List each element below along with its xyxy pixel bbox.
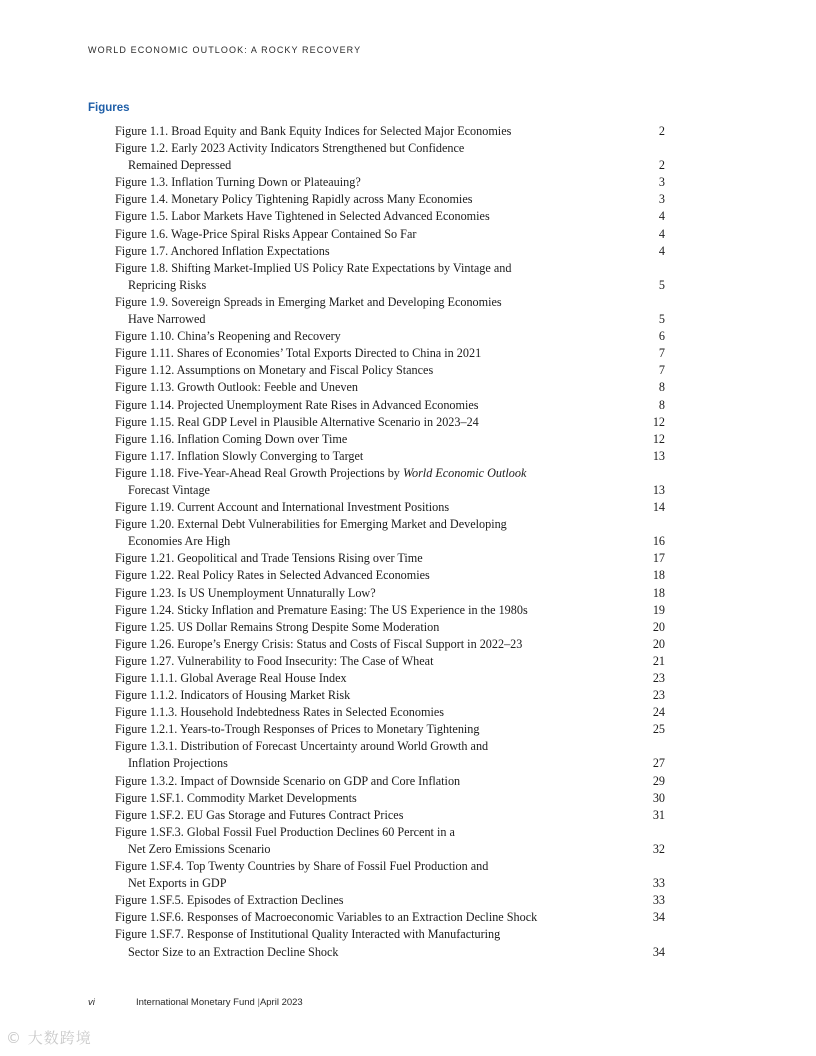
toc-entry-title: Figure 1.6. Wage-Price Spiral Risks Appear Contained So Far — [115, 226, 417, 241]
toc-entry[interactable] — [115, 858, 665, 892]
toc-entry-title: Figure 1.1.2. Indicators of Housing Market Risk — [115, 688, 351, 703]
toc-entry-page-number: 7 — [658, 363, 665, 378]
toc-entry[interactable] — [115, 773, 665, 790]
toc-entry-title: Figure 1.15. Real GDP Level in Plausible Alternative Scenario in 2023–24 — [115, 414, 479, 429]
toc-entry-page-number: 3 — [658, 192, 665, 207]
toc-entry-title: Figure 1.26. Europe’s Energy Crisis: Status and Costs of Fiscal Support in 2022–23 — [115, 636, 523, 651]
toc-entry-page-number: 24 — [652, 705, 665, 720]
toc-entry[interactable] — [115, 550, 665, 567]
toc-entry-title: Figure 1.24. Sticky Inflation and Premature Easing: The US Experience in the 1980s — [115, 602, 528, 617]
toc-entry-title: Figure 1.1. Broad Equity and Bank Equity Indices for Selected Major Economies — [115, 124, 512, 138]
toc-entry-page-number: 4 — [658, 209, 665, 224]
toc-entry-title-continuation: Remained Depressed — [128, 158, 232, 173]
toc-entry[interactable] — [115, 140, 665, 174]
footer-date: April 2023 — [259, 997, 303, 1008]
toc-entry-page-number: 20 — [652, 636, 665, 651]
page-folio: vi — [88, 997, 95, 1008]
toc-entry[interactable] — [115, 721, 665, 738]
toc-entry[interactable] — [115, 431, 665, 448]
toc-entry-title: Figure 1.3. Inflation Turning Down or Plateauing? — [115, 175, 361, 190]
toc-entry-page-number: 4 — [658, 243, 665, 258]
toc-entry-page-number: 25 — [652, 722, 665, 737]
toc-entry-page-number: 6 — [658, 329, 665, 344]
toc-entry[interactable] — [115, 909, 665, 926]
toc-entry[interactable] — [115, 208, 665, 225]
toc-entry-page-number: 34 — [652, 910, 665, 925]
figures-list — [115, 123, 665, 961]
toc-entry[interactable] — [115, 465, 665, 499]
toc-entry[interactable] — [115, 260, 665, 294]
toc-entry-page-number: 30 — [652, 790, 665, 805]
toc-entry-title: Figure 1.10. China’s Reopening and Recovery — [115, 329, 341, 344]
toc-entry-page-number: 4 — [658, 226, 665, 241]
toc-entry-page-number: 29 — [652, 773, 665, 788]
toc-entry[interactable] — [115, 191, 665, 208]
running-head: WORLD ECONOMIC OUTLOOK: A ROCKY RECOVERY — [88, 45, 362, 55]
toc-entry-title: Figure 1.13. Growth Outlook: Feeble and Uneven — [115, 380, 359, 395]
toc-entry-title: Figure 1.23. Is US Unemployment Unnaturally Low? — [115, 585, 376, 600]
toc-entry-page-number: 21 — [652, 653, 665, 668]
toc-entry-title: Figure 1.12. Assumptions on Monetary and Fiscal Policy Stances — [115, 363, 434, 378]
toc-entry-title: Figure 1.14. Projected Unemployment Rate Rises in Advanced Economies — [115, 397, 479, 412]
footer-publication — [136, 997, 303, 1008]
toc-entry-title: Figure 1.19. Current Account and International Investment Positions — [115, 500, 450, 515]
toc-entry-page-number: 16 — [652, 534, 665, 549]
toc-entry-title: Figure 1.21. Geopolitical and Trade Tensions Rising over Time — [115, 551, 423, 566]
toc-entry[interactable] — [115, 123, 665, 140]
toc-entry[interactable] — [115, 345, 665, 362]
toc-entry[interactable] — [115, 226, 665, 243]
toc-entry-title: Figure 1.SF.4. Top Twenty Countries by Share of Fossil Fuel Production and — [115, 859, 489, 874]
toc-entry-title-continuation: Repricing Risks — [128, 277, 207, 292]
toc-entry[interactable] — [115, 619, 665, 636]
page-footer — [88, 997, 303, 1008]
toc-entry-page-number: 34 — [652, 944, 665, 959]
toc-entry[interactable] — [115, 892, 665, 909]
toc-entry[interactable] — [115, 636, 665, 653]
toc-entry-page-number: 13 — [652, 482, 665, 497]
toc-entry-page-number: 31 — [652, 807, 665, 822]
toc-entry-title: Figure 1.7. Anchored Inflation Expectations — [115, 243, 330, 258]
toc-entry[interactable] — [115, 499, 665, 516]
toc-entry-page-number: 32 — [652, 841, 665, 856]
toc-entry-title: Figure 1.1.3. Household Indebtedness Rates in Selected Economies — [115, 705, 444, 720]
toc-entry[interactable] — [115, 448, 665, 465]
toc-entry-title-continuation: Net Exports in GDP — [128, 876, 227, 891]
toc-entry-title: Figure 1.16. Inflation Coming Down over Time — [115, 431, 348, 446]
toc-entry-page-number: 27 — [652, 756, 665, 771]
toc-entry-title: Figure 1.20. External Debt Vulnerabilities for Emerging Market and Developing — [115, 517, 507, 532]
toc-entry-title: Figure 1.SF.3. Global Fossil Fuel Production Declines 60 Percent in a — [115, 824, 455, 839]
toc-entry-page-number: 12 — [652, 414, 665, 429]
toc-entry-title: Figure 1.8. Shifting Market-Implied US Policy Rate Expectations by Vintage and — [115, 260, 512, 275]
toc-entry-page-number: 3 — [658, 175, 665, 190]
toc-entry[interactable] — [115, 704, 665, 721]
toc-entry-title: Figure 1.2.1. Years-to-Trough Responses of Prices to Monetary Tightening — [115, 722, 480, 737]
toc-entry[interactable] — [115, 653, 665, 670]
toc-entry[interactable] — [115, 516, 665, 550]
toc-entry-page-number: 13 — [652, 448, 665, 463]
toc-entry-page-number: 18 — [652, 568, 665, 583]
toc-entry[interactable] — [115, 602, 665, 619]
toc-entry-page-number: 14 — [652, 500, 665, 515]
toc-entry-page-number: 2 — [658, 124, 665, 138]
toc-entry-title-continuation: Net Zero Emissions Scenario — [128, 841, 271, 856]
toc-entry-title: Figure 1.SF.2. EU Gas Storage and Futures Contract Prices — [115, 807, 404, 822]
toc-entry-title: Figure 1.SF.5. Episodes of Extraction Declines — [115, 893, 344, 908]
toc-entry-page-number: 8 — [658, 380, 665, 395]
toc-entry-title: Figure 1.3.2. Impact of Downside Scenario on GDP and Core Inflation — [115, 773, 461, 788]
toc-entry-title: Figure 1.SF.6. Responses of Macroeconomic Variables to an Extraction Decline Shock — [115, 910, 538, 925]
toc-entry-italic-title: World Economic Outlook — [402, 465, 527, 480]
toc-entry[interactable] — [115, 174, 665, 191]
toc-entry[interactable] — [115, 790, 665, 807]
toc-entry-title: Figure 1.SF.1. Commodity Market Developments — [115, 790, 357, 805]
toc-entry-title: Figure 1.2. Early 2023 Activity Indicators Strengthened but Confidence — [115, 141, 465, 156]
toc-entry[interactable] — [115, 807, 665, 824]
toc-entry-page-number: 8 — [658, 397, 665, 412]
section-title: Figures — [88, 102, 130, 114]
toc-entry-page-number: 5 — [658, 312, 665, 327]
toc-entry-title: Figure 1.11. Shares of Economies’ Total Exports Directed to China in 2021 — [115, 346, 482, 361]
toc-entry[interactable] — [115, 294, 665, 328]
toc-entry[interactable] — [115, 567, 665, 584]
toc-entry-title-continuation: Sector Size to an Extraction Decline Shock — [128, 944, 339, 959]
toc-entry-title: Figure 1.5. Labor Markets Have Tightened in Selected Advanced Economies — [115, 209, 490, 224]
toc-entry-page-number: 7 — [658, 346, 665, 361]
toc-entry[interactable] — [115, 824, 665, 858]
toc-entry-page-number: 17 — [652, 551, 665, 566]
toc-entry[interactable] — [115, 926, 665, 960]
toc-entry-title: Figure 1.27. Vulnerability to Food Insecurity: The Case of Wheat — [115, 653, 434, 668]
toc-entry-title-continuation: Economies Are High — [128, 534, 231, 549]
toc-entry-page-number: 20 — [652, 619, 665, 634]
toc-entry-page-number: 12 — [652, 431, 665, 446]
toc-entry-page-number: 2 — [658, 158, 665, 173]
toc-entry[interactable] — [115, 738, 665, 772]
toc-entry-title: Figure 1.1.1. Global Average Real House Index — [115, 671, 347, 685]
toc-entry-title-continuation: Forecast Vintage — [128, 482, 210, 497]
toc-entry[interactable] — [115, 670, 665, 687]
toc-entry-page-number: 19 — [652, 602, 665, 617]
toc-entry-page-number: 33 — [652, 876, 665, 891]
toc-entry-title: Figure 1.SF.7. Response of Institutional Quality Interacted with Manufacturing — [115, 927, 501, 942]
toc-entry[interactable] — [115, 414, 665, 431]
toc-entry-title: Figure 1.17. Inflation Slowly Converging to Target — [115, 448, 364, 463]
toc-entry-title: Figure 1.3.1. Distribution of Forecast Uncertainty around World Growth and — [115, 739, 489, 754]
toc-entry[interactable] — [115, 379, 665, 396]
toc-entry[interactable] — [115, 362, 665, 379]
toc-entry-title: Figure 1.18. Five-Year-Ahead Real Growth Projections by World Economic Outlook — [115, 465, 527, 480]
watermark: © 大数跨境 — [6, 1029, 92, 1047]
toc-entry-page-number: 18 — [652, 585, 665, 600]
footer-separator: | — [257, 997, 260, 1008]
toc-entry[interactable] — [115, 397, 665, 414]
toc-entry[interactable] — [115, 585, 665, 602]
toc-entry-title-continuation: Inflation Projections — [128, 756, 228, 771]
toc-entry-page-number: 33 — [652, 893, 665, 908]
toc-entry[interactable] — [115, 687, 665, 704]
toc-entry[interactable] — [115, 328, 665, 345]
toc-entry-page-number: 23 — [652, 671, 665, 685]
toc-entry-title: Figure 1.25. US Dollar Remains Strong Despite Some Moderation — [115, 619, 440, 634]
toc-entry-page-number: 23 — [652, 688, 665, 703]
toc-entry-title-continuation: Have Narrowed — [128, 312, 206, 327]
toc-entry[interactable] — [115, 243, 665, 260]
toc-entry-page-number: 5 — [658, 277, 665, 292]
footer-publisher: International Monetary Fund — [136, 997, 255, 1008]
toc-entry-title: Figure 1.4. Monetary Policy Tightening Rapidly across Many Economies — [115, 192, 473, 207]
toc-entry-title: Figure 1.9. Sovereign Spreads in Emerging Market and Developing Economies — [115, 294, 502, 309]
toc-entry-title: Figure 1.22. Real Policy Rates in Selected Advanced Economies — [115, 568, 430, 583]
